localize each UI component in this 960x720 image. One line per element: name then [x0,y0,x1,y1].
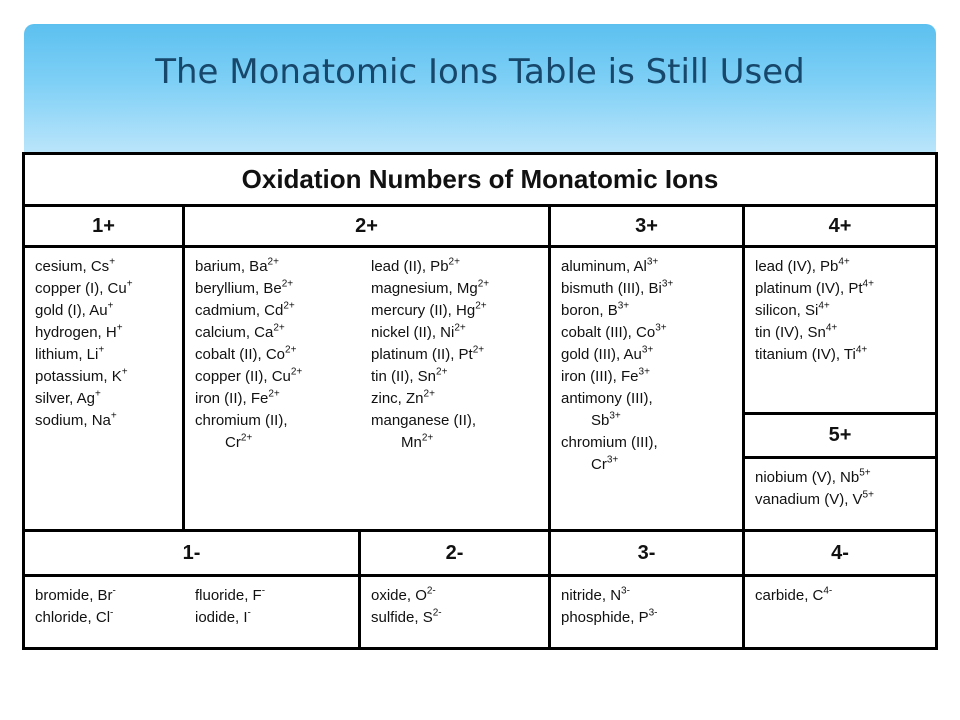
ion-list-1plus [25,248,182,432]
ion-entry [371,388,489,410]
ion-entry [755,585,935,607]
ion-charge: - [110,607,114,619]
ion-name: beryllium, Be [195,280,282,297]
ion-name: zinc, Zn [371,390,424,407]
ion-charge: 2+ [421,432,434,444]
ion-entry [195,388,302,410]
ion-name: aluminum, Al [561,258,647,275]
ion-charge: 4+ [862,278,874,290]
cell-3plus [551,248,742,529]
ion-charge: 2+ [472,344,485,356]
ion-charge: 5+ [859,467,871,479]
ion-name: manganese (II), [371,412,477,429]
header-2minus: 2- [361,532,548,574]
ion-charge: 3- [621,585,630,597]
ion-entry [195,366,302,388]
ion-name: Cr [591,456,607,473]
ion-name: tin (IV), Sn [755,324,826,341]
ion-entry [35,322,182,344]
ion-charge: + [126,278,133,290]
ion-entry [195,322,302,344]
ion-charge: 2+ [454,322,466,334]
ion-name: magnesium, Mg [371,280,478,297]
cell-1plus [25,248,182,529]
ion-entry [195,256,302,278]
ion-entry [561,607,742,629]
ion-name: antimony (III), [561,390,653,407]
ion-name: hydrogen, H [35,324,117,341]
ion-name: barium, Ba [195,258,268,275]
ion-name: lead (II), Pb [371,258,449,275]
ion-charge: + [116,322,123,334]
ion-charge: 2+ [240,432,253,444]
ion-charge: 2+ [290,366,303,378]
ion-entry [195,410,302,432]
ion-list-2plus-left [185,248,302,454]
ion-name: copper (II), Cu [195,368,291,385]
ion-entry [371,322,489,344]
table-title: Oxidation Numbers of Monatomic Ions [25,155,935,204]
ion-name: iodide, I [195,609,248,626]
ion-entry [371,607,548,629]
ion-name: iron (III), Fe [561,368,639,385]
header-4minus: 4- [745,532,935,574]
ion-entry [371,344,489,366]
ion-entry [195,607,265,629]
ion-charge: 2- [432,607,442,619]
ion-name: cesium, Cs [35,258,110,275]
ion-name: cobalt (III), Co [561,324,656,341]
ion-list-1minus-right [185,577,265,629]
ion-charge: 2+ [448,256,460,268]
ion-name: bismuth (III), Bi [561,280,662,297]
ion-entry [755,278,935,300]
ion-entry [561,410,742,432]
ion-list-3minus [551,577,742,629]
ion-entry [755,300,935,322]
ion-charge: 3+ [606,454,619,466]
ion-name: carbide, C [755,587,824,604]
ion-entry [195,300,302,322]
ion-charge: 3+ [661,278,674,290]
ion-name: nitride, N [561,587,622,604]
ion-charge: 3+ [655,322,667,334]
ion-entry [371,432,489,454]
ion-entry [371,366,489,388]
ion-charge: 4+ [825,322,838,334]
ion-charge: + [98,344,105,356]
ion-charge: 2+ [477,278,490,290]
cell-5plus [745,459,935,529]
ion-name: chromium (III), [561,434,658,451]
ion-name: gold (I), Au [35,302,108,319]
ion-entry [371,278,489,300]
ion-charge: 2+ [281,278,294,290]
ion-name: nickel (II), Ni [371,324,455,341]
ion-name: bromide, Br [35,587,113,604]
ion-entry [371,410,489,432]
ion-name: mercury (II), Hg [371,302,476,319]
ion-entry [195,432,302,454]
ion-entry [561,366,742,388]
ion-charge: 2+ [283,300,295,312]
ion-name: iron (II), Fe [195,390,269,407]
ion-list-2minus [361,577,548,629]
ion-charge: 3- [648,607,658,619]
ion-list-1minus-left [25,577,116,629]
ion-entry [561,388,742,410]
ion-name: silicon, Si [755,302,819,319]
ion-name: phosphide, P [561,609,649,626]
ion-name: platinum (IV), Pt [755,280,863,297]
ion-name: calcium, Ca [195,324,274,341]
ion-charge: - [247,607,251,619]
ion-entry [195,344,302,366]
ion-entry [371,256,489,278]
ion-charge: 4+ [838,256,850,268]
header-5plus: 5+ [745,415,935,456]
ion-charge: 2+ [436,366,448,378]
ion-entry [35,607,116,629]
ion-entry [561,432,742,454]
header-3minus: 3- [551,532,742,574]
ion-entry [35,410,182,432]
ion-entry [755,467,935,489]
ion-name: cobalt (II), Co [195,346,286,363]
ion-name: fluoride, F [195,587,262,604]
ion-charge: 2+ [285,344,297,356]
ion-entry [561,585,742,607]
ion-name: lead (IV), Pb [755,258,839,275]
cell-1minus [25,577,358,647]
ion-entry [561,322,742,344]
header-1minus: 1- [25,532,358,574]
ion-name: chromium (II), [195,412,288,429]
ion-entry [35,366,182,388]
ion-entry [35,278,182,300]
ion-entry [195,585,265,607]
ion-entry [371,300,489,322]
ion-name: tin (II), Sn [371,368,437,385]
ion-name: sodium, Na [35,412,111,429]
cell-4plus [745,248,935,412]
ions-table [22,152,938,650]
ion-entry [35,388,182,410]
ion-charge: + [95,388,101,400]
slide-title: The Monatomic Ions Table is Still Used [155,52,805,92]
ion-charge: 4- [823,585,833,597]
ion-charge: 5+ [862,489,874,501]
ion-list-5plus [745,459,935,511]
ion-entry [35,256,182,278]
ion-entry [35,344,182,366]
ion-charge: 4+ [855,344,868,356]
ion-name: titanium (IV), Ti [755,346,856,363]
ion-name: silver, Ag [35,390,96,407]
ion-charge: + [121,366,128,378]
ion-list-2plus-right [361,248,489,454]
cell-3minus [551,577,742,647]
ion-charge: 2+ [273,322,285,334]
ion-charge: + [109,256,116,268]
ion-entry [561,300,742,322]
ion-charge: - [112,585,116,597]
ion-entry [561,454,742,476]
ion-entry [371,585,548,607]
ion-entry [195,278,302,300]
header-4plus: 4+ [745,207,935,245]
ion-entry [755,322,935,344]
header-3plus: 3+ [551,207,742,245]
ion-name: gold (III), Au [561,346,642,363]
ion-charge: + [110,410,117,422]
ion-charge: 3+ [646,256,659,268]
ion-entry [755,344,935,366]
ion-charge: + [107,300,114,312]
cell-4minus [745,577,935,647]
cell-2minus [361,577,548,647]
ion-charge: 2+ [423,388,435,400]
ion-name: cadmium, Cd [195,302,284,319]
ion-name: lithium, Li [35,346,99,363]
ion-charge: 3+ [641,344,654,356]
ion-list-4minus [745,577,935,607]
ion-entry [755,489,935,511]
header-2plus: 2+ [185,207,548,245]
ion-name: niobium (V), Nb [755,469,860,486]
ion-entry [561,278,742,300]
ion-entry [561,344,742,366]
ion-name: Sb [591,412,610,429]
ion-charge: 3+ [638,366,650,378]
ion-entry [35,300,182,322]
ion-name: potassium, K [35,368,122,385]
ion-name: copper (I), Cu [35,280,127,297]
ion-list-4plus [745,248,935,366]
ion-entry [561,256,742,278]
ion-charge: 2+ [267,256,279,268]
ion-name: vanadium (V), V [755,491,863,508]
ion-list-3plus [551,248,742,476]
ion-name: chloride, Cl [35,609,111,626]
ion-charge: 4+ [818,300,830,312]
ion-name: sulfide, S [371,609,433,626]
ion-charge: - [261,585,266,597]
ion-name: Cr [225,434,241,451]
ion-charge: 3+ [617,300,630,312]
ion-entry [35,585,116,607]
ion-name: Mn [401,434,422,451]
ion-name: oxide, O [371,587,427,604]
ion-charge: 2- [426,585,436,597]
ion-name: boron, B [561,302,618,319]
ion-charge: 2+ [475,300,487,312]
ion-entry [755,256,935,278]
cell-2plus [185,248,548,529]
header-1plus: 1+ [25,207,182,245]
ion-charge: 2+ [268,388,280,400]
ion-name: platinum (II), Pt [371,346,473,363]
ion-charge: 3+ [609,410,621,422]
